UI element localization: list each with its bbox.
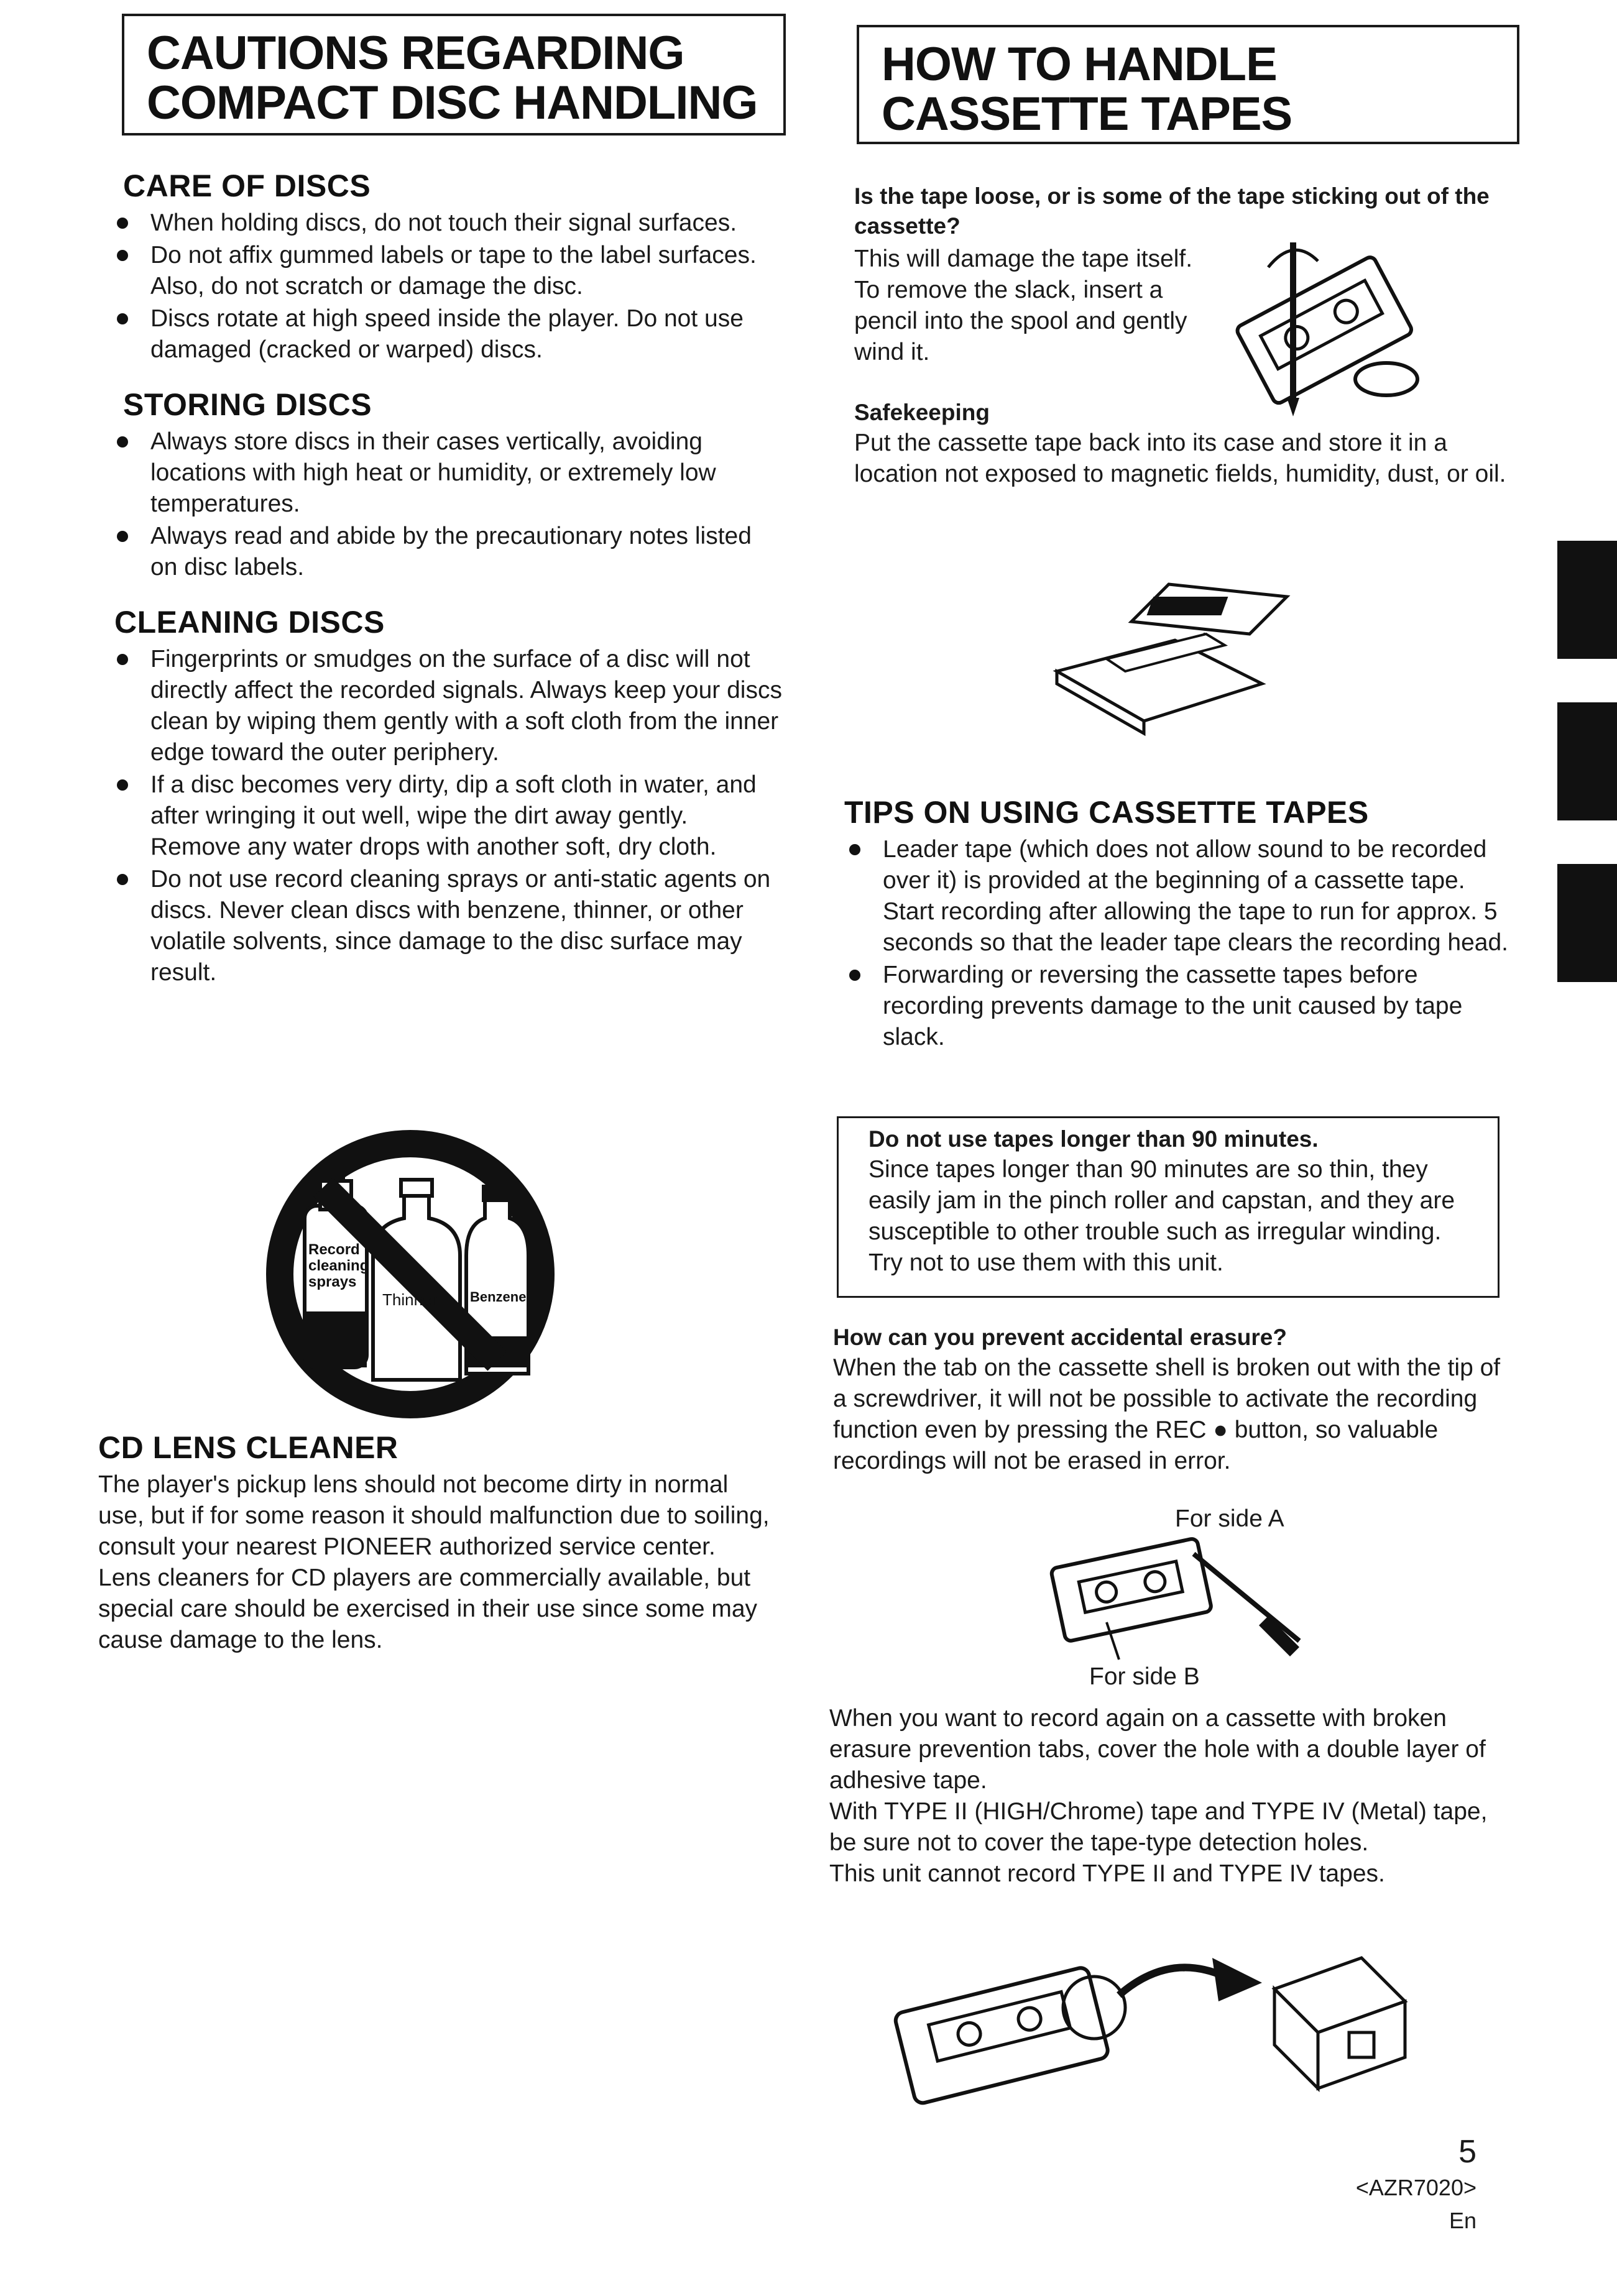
right-title-box — [857, 25, 1519, 144]
lens-heading: CD LENS CLEANER — [98, 1430, 398, 1465]
left-title-line-1: CAUTIONS REGARDING — [147, 27, 684, 80]
side-b-caption: For side B — [1089, 1663, 1200, 1690]
erasure-more-section — [829, 1703, 1501, 1890]
page-number: 5 — [1458, 2134, 1476, 2170]
erasure-section — [833, 1323, 1504, 1477]
loose-tape-text: This will damage the tape itself. To remove the slack, insert a pencil into the spool and gently wind it. — [854, 246, 1193, 365]
tips-heading: TIPS ON USING CASSETTE TAPES — [844, 795, 1369, 830]
no-solvents-illustration — [267, 1131, 553, 1417]
erasure-heading: How can you prevent accidental erasure? — [833, 1325, 1287, 1350]
erasure-text-3: With TYPE II (HIGH/Chrome) tape and TYPE IV (Metal) tape, be sure not to cover the tape-type detection holes. — [829, 1798, 1488, 1856]
screwdriver-tab-illustration — [1032, 1517, 1318, 1666]
care-section — [112, 168, 783, 365]
erasure-text-2: When you want to record again on a cassette with broken erasure prevention tabs, cover the hole with a double layer of adhesive tape. — [829, 1705, 1486, 1794]
erasure-text: When the tab on the cassette shell is broken out with the tip of a screwdriver, it will not be possible to activate the recording function even by pressing the REC ● button, so valuable recordings will not be erased in error. — [833, 1354, 1501, 1474]
left-title-box — [122, 14, 786, 135]
spray-label-line-2: cleaning — [308, 1257, 369, 1274]
cleaning-section — [112, 604, 783, 988]
list-item: Forwarding or reversing the cassette tapes before recording prevents damage to the unit caused by tape slack. — [844, 960, 1516, 1053]
list-item: When holding discs, do not touch their signal surfaces. — [112, 208, 783, 239]
storing-heading: STORING DISCS — [123, 387, 372, 422]
lens-text: The player's pickup lens should not become dirty in normal use, but if for some reason it should malfunction due to soiling, consult your nearest PIONEER authorized service center. Lens cleaners for CD players are commercially available, but special care should be exercised in their use since some may cause damage to the lens. — [98, 1471, 770, 1653]
side-a-caption: For side A — [1175, 1505, 1284, 1532]
spray-label-line-3: sprays — [308, 1274, 357, 1290]
loose-tape-heading: Is the tape loose, or is some of the tape sticking out of the cassette? — [854, 183, 1490, 239]
section-marker-1 — [1557, 541, 1617, 659]
list-item: Fingerprints or smudges on the surface of a disc will not directly affect the recorded signals. Always keep your discs clean by wiping them gently with a soft cloth from the inner edge toward the outer periphery. — [112, 644, 783, 768]
list-item: Leader tape (which does not allow sound to be recorded over it) is provided at the beginning of a cassette tape. Start recording after allowing the tape to run for approx. 5 seconds so that the leader tape clears the recording head. — [844, 834, 1516, 958]
cassette-case-illustration — [1051, 572, 1299, 758]
tips-section — [844, 794, 1516, 1054]
safekeeping-section — [854, 398, 1526, 490]
care-heading: CARE OF DISCS — [123, 168, 371, 203]
section-marker-2 — [1557, 702, 1617, 820]
thinner-label: Thinner — [382, 1290, 438, 1309]
list-item: If a disc becomes very dirty, dip a soft cloth in water, and after wringing it out well, wipe the dirt away gently. Remove any water drops with another soft, dry cloth. — [112, 769, 783, 863]
cassette-pencil-illustration — [1219, 230, 1430, 416]
benzene-label: Benzene — [470, 1289, 527, 1305]
model-code: <AZR7020> — [1355, 2175, 1476, 2200]
safekeeping-text: Put the cassette tape back into its case and store it in a location not exposed to magnetic fields, humidity, dust, or oil. — [854, 429, 1506, 487]
detection-holes-illustration — [889, 1939, 1424, 2113]
notice-text: Since tapes longer than 90 minutes are so thin, they easily jam in the pinch roller and capstan, and they are susceptible to other trouble such as irregular winding. Try not to use them with this unit. — [868, 1156, 1455, 1276]
list-item: Always read and abide by the precautionary notes listed on disc labels. — [112, 521, 783, 583]
spray-label-line-1: Record — [308, 1241, 360, 1258]
lens-section — [98, 1430, 770, 1656]
right-title-line-2: CASSETTE TAPES — [882, 88, 1292, 140]
storing-section — [112, 387, 783, 583]
list-item: Discs rotate at high speed inside the player. Do not use damaged (cracked or warped) discs. — [112, 303, 783, 365]
language-code: En — [1449, 2208, 1476, 2233]
long-tape-notice — [837, 1116, 1500, 1298]
page-footer — [1228, 2132, 1476, 2238]
left-column — [112, 168, 783, 1009]
safekeeping-heading: Safekeeping — [854, 400, 990, 425]
erasure-text-4: This unit cannot record TYPE II and TYPE IV tapes. — [829, 1860, 1385, 1887]
section-marker-3 — [1557, 864, 1617, 982]
list-item: Do not use record cleaning sprays or anti-static agents on discs. Never clean discs with benzene, thinner, or other volatile solvents, since damage to the disc surface may result. — [112, 864, 783, 988]
notice-heading: Do not use tapes longer than 90 minutes. — [868, 1126, 1319, 1152]
right-title-line-1: HOW TO HANDLE — [882, 38, 1277, 91]
left-title-line-2: COMPACT DISC HANDLING — [147, 76, 758, 129]
list-item: Always store discs in their cases vertically, avoiding locations with high heat or humidity, or extremely low temperatures. — [112, 426, 783, 520]
cleaning-heading: CLEANING DISCS — [114, 605, 385, 640]
list-item: Do not affix gummed labels or tape to the label surfaces. Also, do not scratch or damage the disc. — [112, 240, 783, 302]
